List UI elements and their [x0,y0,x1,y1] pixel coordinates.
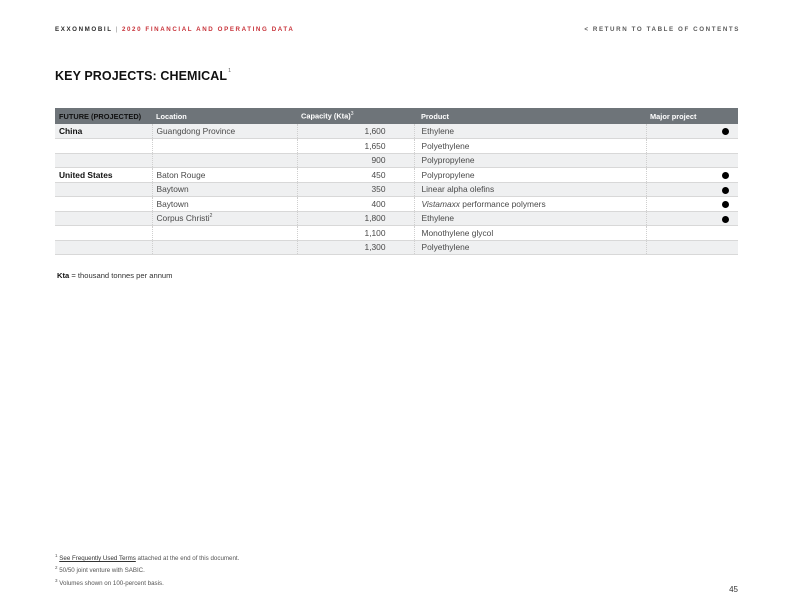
col-header-major-project: Major project [650,111,697,121]
table-row [55,182,738,197]
cell-product [414,153,646,168]
cell-product-text: Linear alpha olefins [421,184,495,195]
cell-product [414,124,646,139]
brand-name: EXXONMOBIL [55,26,113,33]
major-project-dot-icon [722,201,729,208]
cell-capacity: 1,650 [297,139,414,154]
cell-location-text: Guangdong Province [156,126,236,136]
footnote-1 [55,551,239,563]
major-project-dot-icon [722,172,729,179]
col-header-capacity-text: Capacity (Kta) [301,111,351,121]
cell-location [152,124,297,139]
cell-product-text: Ethylene [421,126,455,136]
footnote-2-text: 50/50 joint venture with SABIC. [57,567,145,575]
cell-product-text: Ethylene [421,213,455,224]
title-footnote-ref: 1 [228,68,232,74]
cell-major-project [646,211,738,226]
kta-definition: = thousand tonnes per annum [69,271,173,280]
table-row [55,240,738,255]
cell-product-text: Monothylene glycol [421,227,494,238]
page-title-text: KEY PROJECTS: CHEMICAL [55,69,228,83]
cell-capacity: 1,800 [297,211,414,226]
table-row [55,211,738,226]
cell-capacity: 350 [297,182,414,197]
cell-product [414,139,646,154]
cell-product [414,226,646,241]
kta-legend [57,271,172,280]
cell-major-project [646,168,738,183]
footnote-1-text: attached at the end of this document. [135,555,240,563]
table-row [55,168,738,183]
footnotes [55,551,239,588]
table-row [55,197,738,212]
top-bar [55,26,740,36]
cell-location [152,240,297,255]
cell-location-text: Corpus Christi [156,213,210,224]
cell-region [55,139,152,154]
cell-region: China [55,124,152,139]
cell-product-text: Polypropylene [421,169,475,180]
cell-capacity: 1,600 [297,124,414,139]
cell-product [414,240,646,255]
cell-product [414,197,646,212]
page-title [55,69,231,83]
cell-location [152,168,297,183]
cell-major-project [646,240,738,255]
product-brand-name: Vistamaxx [421,198,460,209]
cell-location [152,211,297,226]
cell-location-text: Baytown [156,184,189,195]
col-header-location: Location [156,111,187,121]
footnote-2-marker: 2 [55,565,58,571]
cell-capacity: 900 [297,153,414,168]
cell-product-text: Polypropylene [421,155,475,166]
footnote-1-marker: 1 [55,553,58,558]
table-header-row [55,108,738,124]
footnote-3 [55,576,239,588]
cell-location [152,182,297,197]
table-row [55,124,738,139]
cell-region [55,153,152,168]
footnote-3-text: Volumes shown on 100-percent basis. [57,579,164,587]
cell-location [152,226,297,241]
cell-product-text: Polyethylene [421,140,470,151]
key-projects-table [55,108,738,255]
capacity-footnote-ref: 3 [350,111,354,118]
cell-location-text: Baytown [156,198,189,209]
frequently-used-terms-link[interactable]: See Frequently Used Terms [59,555,136,563]
page-number: 45 [729,585,738,594]
cell-region [55,240,152,255]
cell-location [152,139,297,154]
cell-capacity: 450 [297,168,414,183]
cell-product [414,182,646,197]
table-row [55,226,738,241]
cell-major-project [646,226,738,241]
cell-capacity: 1,100 [297,226,414,241]
cell-region [55,226,152,241]
cell-region [55,197,152,212]
header-separator: | [115,26,119,33]
major-project-dot-icon [722,216,729,223]
footnote-3-marker: 3 [55,577,58,583]
cell-location-text: Baton Rouge [156,169,206,180]
cell-major-project [646,153,738,168]
report-header [55,26,294,33]
kta-abbr: Kta [57,271,70,280]
col-header-future: FUTURE (PROJECTED) [59,111,142,121]
table-row [55,139,738,154]
location-footnote-ref: 2 [209,213,213,220]
cell-major-project [646,139,738,154]
cell-major-project [646,182,738,197]
cell-product-text: performance polymers [459,198,546,209]
table-row [55,153,738,168]
col-header-capacity [297,108,414,124]
cell-major-project [646,124,738,139]
cell-capacity: 1,300 [297,240,414,255]
cell-region [55,182,152,197]
table-body [55,124,738,255]
cell-location [152,153,297,168]
cell-product [414,211,646,226]
cell-product [414,168,646,183]
cell-product-text: Polyethylene [421,242,470,253]
cell-region: United States [55,168,152,183]
report-subtitle: 2020 FINANCIAL AND OPERATING DATA [121,26,295,33]
major-project-dot-icon [722,128,729,135]
col-header-product: Product [421,111,449,121]
cell-location [152,197,297,212]
cell-region [55,211,152,226]
major-project-dot-icon [722,187,729,194]
footnote-2 [55,563,239,575]
return-to-toc-link[interactable]: < RETURN TO TABLE OF CONTENTS [584,26,740,33]
cell-capacity: 400 [297,197,414,212]
cell-major-project [646,197,738,212]
